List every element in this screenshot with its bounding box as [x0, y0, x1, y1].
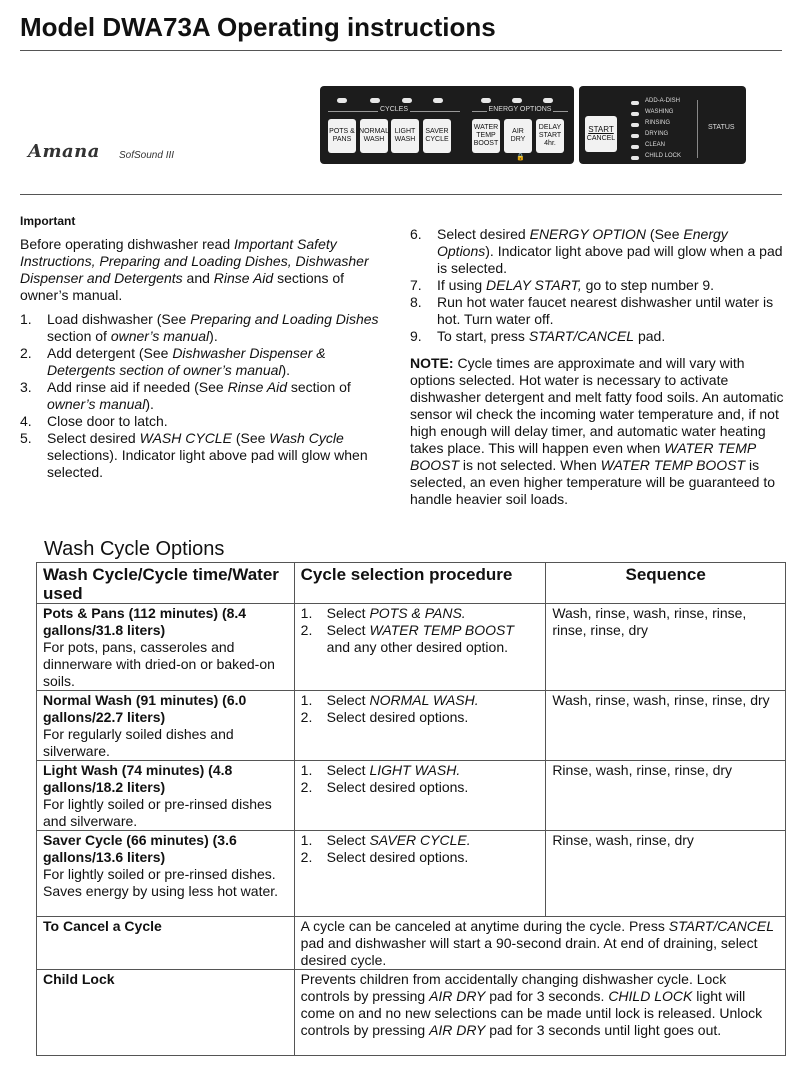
indicator-led: [433, 98, 443, 103]
status-led: [631, 112, 639, 116]
text-run: LIGHT WASH.: [369, 762, 461, 778]
step-number: 5.: [20, 430, 32, 446]
text-run: WATER TEMP BOOST: [410, 440, 756, 473]
text-run: light will come on and no new selections can be made until lock is released. Unlock controls by pressing: [300, 988, 763, 1038]
text-run: ).: [281, 362, 291, 378]
delay-start-pad[interactable]: DELAY START 4hr.: [536, 119, 564, 153]
list-item: [20, 430, 392, 481]
note-paragraph: [410, 355, 786, 508]
table-row: [37, 970, 786, 1056]
text-run: POTS & PANS.: [369, 605, 466, 621]
step-number: 2.: [300, 849, 313, 865]
normal-wash-pad[interactable]: NORMAL WASH: [360, 119, 388, 153]
text-run: (See: [231, 430, 270, 446]
energy-options-group-label: ENERGY OPTIONS: [472, 106, 568, 116]
text-run: selections). Indicator light above pad will glow when selected.: [47, 447, 368, 480]
list-item: [301, 849, 540, 866]
row-name: Child Lock: [37, 970, 295, 1056]
text-run: Energy Options: [437, 226, 728, 259]
text-run: Cycle times are approximate and will vary with options selected. Hot water is necessary to activate dishwasher detergent and melt fatty food soils. An automatic sensor wil check the incoming water temperature and, if not high enough will delay timer, and automatic water heating takes place. This will happen even when: [410, 355, 784, 456]
text-run: Select desired options.: [326, 779, 469, 795]
text-run: and any other desired option.: [326, 639, 509, 655]
header-wash-cycle: Wash Cycle/Cycle time/Water used: [37, 563, 295, 604]
amana-logo: Amana: [28, 141, 100, 162]
text-run: Add detergent (See: [47, 345, 173, 361]
cycle-description: For lightly soiled or pre-rinsed dishes and silverware.: [43, 796, 272, 829]
instructions-right-column: [410, 226, 786, 508]
steps-list: [410, 226, 786, 345]
pots-pans-pad[interactable]: POTS & PANS: [328, 119, 356, 153]
status-label: STATUS: [708, 124, 735, 131]
text-run: START/CANCEL: [528, 328, 635, 344]
indicator-led: [543, 98, 553, 103]
note-label: NOTE:: [410, 355, 454, 371]
text-run: is not selected. When: [459, 457, 601, 473]
list-item: [301, 692, 540, 709]
cycle-description: For lightly soiled or pre-rinsed dishes. Saves energy by using less hot water.: [43, 866, 279, 899]
status-led: [631, 101, 639, 105]
status-led: [631, 123, 639, 127]
saver-cycle-pad[interactable]: SAVER CYCLE: [423, 119, 451, 153]
list-item: [301, 622, 540, 656]
steps-list: [20, 311, 392, 481]
header-sequence: Sequence: [546, 563, 786, 604]
status-led: [631, 145, 639, 149]
text-run: To start, press: [437, 328, 529, 344]
list-item: [301, 709, 540, 726]
model-name: SofSound III: [119, 150, 175, 161]
step-number: 7.: [410, 277, 422, 293]
text-run: Run hot water faucet nearest dishwasher until water is hot. Turn water off.: [437, 294, 774, 327]
text-run: section of: [286, 379, 351, 395]
text-run: Preparing and Loading Dishes: [190, 311, 379, 327]
text-run: owner’s manual: [47, 396, 146, 412]
list-item: [20, 379, 392, 413]
cycle-cell: [37, 691, 295, 761]
control-panel: [320, 86, 574, 164]
procedure-cell: [294, 604, 546, 691]
status-led: [631, 134, 639, 138]
text-run: Select desired: [437, 226, 530, 242]
intro-paragraph: [20, 236, 392, 304]
cycle-name: Normal Wash (91 minutes) (6.0 gallons/22.7 liters): [43, 692, 247, 725]
air-dry-pad[interactable]: AIR DRY: [504, 119, 532, 153]
text-run: WATER TEMP BOOST: [600, 457, 746, 473]
list-item: [410, 328, 786, 345]
text-run: pad and dishwasher will start a 90-second drain. At end of draining, select desired cycle.: [300, 935, 758, 968]
list-item: [20, 311, 392, 345]
text-run: sections of owner’s manual.: [20, 270, 345, 303]
text-run: ). Indicator light above pad will glow when a pad is selected.: [437, 243, 783, 276]
text-run: Select: [326, 762, 370, 778]
step-number: 2.: [300, 709, 313, 725]
text-run: pad for 3 seconds until light goes out.: [485, 1022, 722, 1038]
procedure-cell: [294, 691, 546, 761]
status-add-a-dish: ADD-A-DISH: [645, 98, 681, 104]
text-run: and: [182, 270, 214, 286]
title-divider: [20, 50, 782, 51]
list-item: [410, 294, 786, 328]
lock-icon: 🔒: [516, 154, 525, 161]
step-number: 1.: [300, 832, 313, 848]
section-divider: [20, 194, 782, 195]
cycle-cell: [37, 604, 295, 691]
text-run: AIR DRY: [429, 988, 486, 1004]
text-run: ENERGY OPTION: [529, 226, 647, 242]
text-run: Rinse Aid: [227, 379, 287, 395]
wash-cycle-options-title: Wash Cycle Options: [44, 538, 225, 560]
procedure-cell: [294, 761, 546, 831]
text-run: DELAY START,: [486, 277, 582, 293]
list-item: [410, 226, 786, 277]
wash-cycle-table: [36, 562, 786, 1056]
text-run: ).: [145, 396, 154, 412]
procedure-cell: [294, 831, 546, 917]
status-washing: WASHING: [645, 109, 674, 115]
important-heading: Important: [20, 214, 76, 228]
indicator-led: [481, 98, 491, 103]
indicator-led: [402, 98, 412, 103]
status-rinsing: RINSING: [645, 120, 671, 126]
table-row: [37, 761, 786, 831]
status-led: [631, 156, 639, 160]
table-row: [37, 831, 786, 917]
text-run: WASH CYCLE: [139, 430, 232, 446]
list-item: [301, 779, 540, 796]
text-run: A cycle can be canceled at anytime during the cycle. Press: [300, 918, 669, 934]
text-run: Add rinse aid if needed (See: [47, 379, 228, 395]
step-number: 2.: [300, 779, 313, 795]
sequence-cell: Rinse, wash, rinse, rinse, dry: [546, 761, 786, 831]
text-run: Select: [326, 622, 370, 638]
text-run: Rinse Aid: [213, 270, 274, 286]
text-run: ).: [209, 328, 218, 344]
text-run: Load dishwasher (See: [47, 311, 191, 327]
sequence-cell: Wash, rinse, wash, rinse, rinse, dry: [546, 691, 786, 761]
cycle-description: For regularly soiled dishes and silverware.: [43, 726, 234, 759]
text-run: Select desired: [47, 430, 140, 446]
text-run: (See: [646, 226, 684, 242]
text-run: Select desired options.: [326, 709, 469, 725]
cycle-name: Saver Cycle (66 minutes) (3.6 gallons/13.6 liters): [43, 832, 237, 865]
indicator-led: [337, 98, 347, 103]
text-run: pad for 3 seconds.: [485, 988, 609, 1004]
text-run: Close door to latch.: [47, 413, 168, 429]
cycle-cell: [37, 831, 295, 917]
step-number: 1.: [300, 605, 313, 621]
status-panel: [579, 86, 746, 164]
text-run: Select: [326, 692, 370, 708]
text-run: START/CANCEL: [668, 918, 775, 934]
list-item: [301, 605, 540, 622]
table-row: [37, 917, 786, 970]
row-description: [294, 917, 785, 970]
indicator-led: [370, 98, 380, 103]
text-run: NORMAL WASH.: [369, 692, 479, 708]
list-item: [301, 762, 540, 779]
step-number: 1.: [20, 311, 32, 327]
list-item: [20, 345, 392, 379]
status-bracket: [697, 100, 698, 158]
cycles-group-label: CYCLES: [328, 106, 460, 116]
text-run: pad.: [634, 328, 666, 344]
text-run: Dishwasher Dispenser & Detergents section of owner’s manual: [47, 345, 326, 378]
step-number: 3.: [20, 379, 32, 395]
cycle-name: Light Wash (74 minutes) (4.8 gallons/18.2 liters): [43, 762, 233, 795]
status-child-lock: CHILD LOCK: [645, 153, 682, 159]
text-run: is selected, an even higher temperature will be guaranteed to handle heavier soil loads.: [410, 457, 776, 507]
header-procedure: Cycle selection procedure: [294, 563, 546, 604]
text-run: AIR DRY: [429, 1022, 486, 1038]
page-title: Model DWA73A Operating instructions: [20, 12, 496, 42]
table-row: [37, 604, 786, 691]
sequence-cell: Wash, rinse, wash, rinse, rinse, rinse, rinse, dry: [546, 604, 786, 691]
list-item: [20, 413, 392, 430]
text-run: owner’s manual: [110, 328, 210, 344]
step-number: 4.: [20, 413, 32, 429]
text-run: If using: [437, 277, 487, 293]
text-run: section of: [47, 328, 111, 344]
cycle-cell: [37, 761, 295, 831]
text-run: Select: [326, 832, 370, 848]
step-number: 9.: [410, 328, 422, 344]
step-number: 1.: [300, 762, 313, 778]
row-name: To Cancel a Cycle: [37, 917, 295, 970]
status-clean: CLEAN: [645, 142, 666, 148]
text-run: WATER TEMP BOOST: [369, 622, 514, 638]
start-cancel-pad[interactable]: START CANCEL: [585, 116, 617, 152]
text-run: Wash Cycle: [269, 430, 344, 446]
light-wash-pad[interactable]: LIGHT WASH: [391, 119, 419, 153]
step-number: 2.: [20, 345, 32, 361]
water-temp-boost-pad[interactable]: WATER TEMP BOOST: [472, 119, 500, 153]
cycle-name: Pots & Pans (112 minutes) (8.4 gallons/31.8 liters): [43, 605, 247, 638]
row-description: [294, 970, 785, 1056]
cycle-description: For pots, pans, casseroles and dinnerware with dried-on or baked-on soils.: [43, 639, 275, 689]
step-number: 1.: [300, 692, 313, 708]
step-number: 8.: [410, 294, 422, 310]
list-item: [301, 832, 540, 849]
text-run: SAVER CYCLE.: [369, 832, 471, 848]
text-run: Select desired options.: [326, 849, 469, 865]
indicator-led: [512, 98, 522, 103]
text-run: Select: [326, 605, 370, 621]
text-run: Important Safety Instructions, Preparing and Loading Dishes, Dishwasher Dispenser and Detergents: [20, 236, 369, 286]
table-header-row: [37, 563, 786, 604]
list-item: [410, 277, 786, 294]
text-run: go to step number 9.: [581, 277, 715, 293]
status-drying: DRYING: [645, 131, 669, 137]
table-row: [37, 691, 786, 761]
text-run: Before operating dishwasher read: [20, 236, 235, 252]
text-run: CHILD LOCK: [608, 988, 693, 1004]
step-number: 2.: [300, 622, 313, 638]
text-run: Prevents children from accidentally changing dishwasher cycle. Lock controls by pressing: [300, 971, 727, 1004]
step-number: 6.: [410, 226, 422, 242]
instructions-left-column: [20, 236, 392, 481]
sequence-cell: Rinse, wash, rinse, dry: [546, 831, 786, 917]
